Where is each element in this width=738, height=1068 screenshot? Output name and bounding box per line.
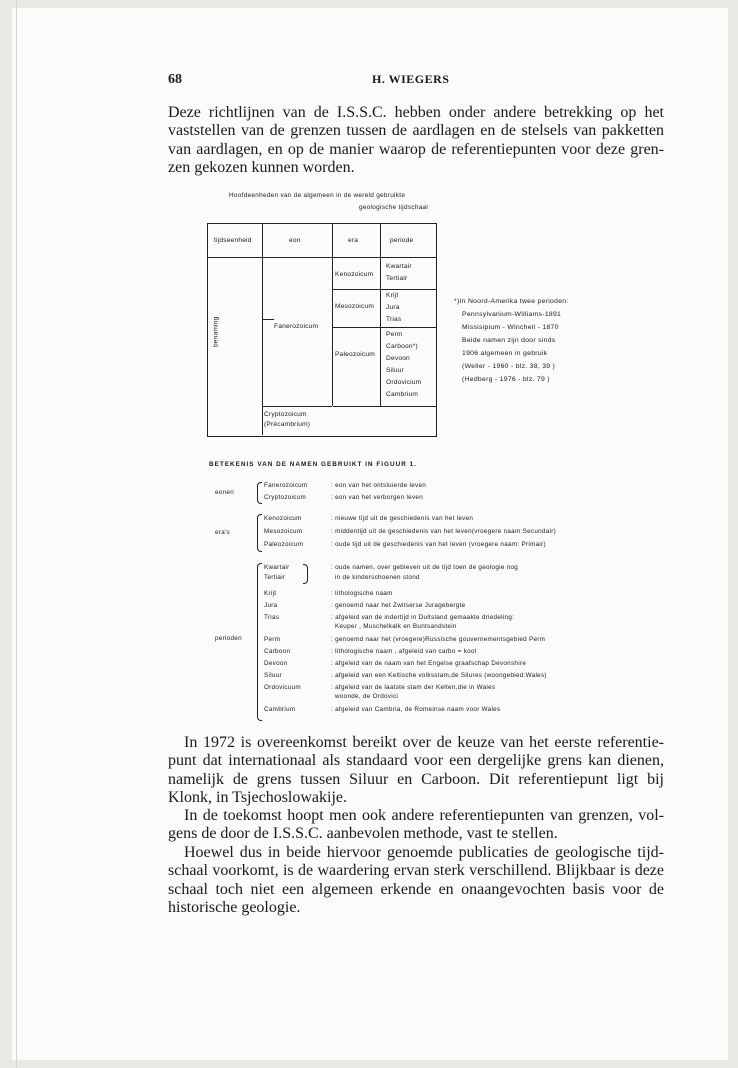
era-kenozoicum: Kenozoicum: [335, 271, 374, 278]
footnote-line: *)In Noord-Amerika twee perioden:: [454, 298, 569, 305]
legend-title: BETEKENIS VAN DE NAMEN GEBRUIKT IN FIGUUR 1.: [209, 461, 417, 468]
legend-term: Cryptozoicum: [264, 494, 307, 501]
period-jura: Jura: [386, 304, 400, 311]
legend-desc: in de kinderschoenen stond: [335, 574, 420, 581]
legend-desc: : afgeleid van Cambria, de Romeinse naam voor Wales: [331, 706, 501, 713]
table-rule: [332, 289, 436, 290]
time-scale-table: [207, 223, 437, 437]
text-line: van aardlagen, en op de manier waarop de referentiepunten voor deze gren-: [168, 140, 664, 158]
legend-desc: : afgeleid van een Keltische volksstam,de Silures (woongebied:Wales): [331, 672, 547, 679]
period-kwartair: Kwartair: [386, 263, 412, 270]
header-era: era: [348, 237, 359, 244]
period-siluur: Siluur: [386, 367, 405, 374]
legend-desc: : afgeleid van de naam van het Engelse graafschap Devonshire: [331, 660, 527, 667]
brace: [257, 482, 262, 504]
legend-desc: : eon van het verborgen leven: [331, 494, 424, 501]
figure-caption-line2: geologische tijdschaal: [359, 204, 429, 211]
table-rule: [208, 257, 436, 258]
text-line: namelijk de grens tussen Siluur en Carboon. Dit referentiepunt ligt bij: [168, 770, 664, 788]
legend-group-eras: era's: [215, 529, 230, 536]
legend-term: Fanerozoicum: [264, 482, 308, 489]
footnote-line: 1906 algemeen in gebruik: [462, 350, 548, 357]
legend-term: Jura: [264, 602, 278, 609]
legend-desc: : lithologische naam , afgeleid van carbo = kool: [331, 648, 477, 655]
legend-desc: : afgeleid van de indertijd in Duitsland gemaakte driedeling:: [331, 614, 515, 621]
text-line: historische geologie.: [168, 898, 301, 916]
text-line: In 1972 is overeenkomst bereikt over de keuze van het eerste referentie-: [184, 734, 664, 751]
legend-term: Carboon: [264, 648, 291, 655]
legend-desc: : afgeleid van de laatste stam der Kelten,die in Wales: [331, 684, 496, 691]
footnote-line: (Weller - 1960 - blz. 38, 39 ): [462, 363, 556, 370]
legend-desc: : oude namen, over gebleven uit de tijd toen de geologie nog: [331, 564, 519, 571]
period-cambrium: Cambrium: [386, 391, 419, 398]
legend-desc: : oude tijd uit de geschiedenis van het leven (vroegere naam: Primair): [331, 541, 546, 548]
legend-term: Devoon: [264, 660, 288, 667]
scan-edge: [16, 0, 17, 1068]
legend-desc: : nieuwe tijd uit de geschiedenis van het leven: [331, 515, 474, 522]
legend-term: Trias: [264, 614, 280, 621]
text-line: Deze richtlijnen van de I.S.S.C. hebben onder andere betrekking op het: [168, 104, 664, 121]
legend-desc: : lithologische naam: [331, 590, 393, 597]
intro-paragraph: [168, 104, 664, 177]
legend-term: Kwartair: [264, 564, 290, 571]
author-heading: H. WIEGERS: [372, 72, 450, 86]
page-number: 68: [168, 72, 182, 87]
figure-caption-line1: Hoofdeenheden van de algemeen in de wereld gebruikte: [229, 192, 406, 199]
legend-term: Kenozoicum: [264, 515, 302, 522]
legend-term: Perm: [264, 636, 281, 643]
period-perm: Perm: [386, 331, 403, 338]
text-line: schaal toch niet een algemeen erkende en onaangevochten basis voor de: [168, 880, 664, 898]
text-line: punt dat internationaal als standaard voor een dergelijke grens kan dienen,: [168, 752, 664, 770]
body-paragraph-2: [168, 807, 664, 844]
legend-term: Tertiair: [264, 574, 286, 581]
legend-desc: : eon van het ontsluierde leven: [331, 482, 427, 489]
footnote-line: (Hedberg - 1976 - blz. 79 ): [462, 376, 550, 383]
legend-desc: : genoemd naar het Zwitserse Juragebergte: [331, 602, 466, 609]
table-rule: [262, 224, 263, 435]
legend-desc: Keuper , Muschelkalk en Buntsandstein: [335, 623, 457, 630]
text-line: gens de door de I.S.S.C. aanbevolen methode, vast te stellen.: [168, 825, 558, 843]
legend-term: Paleozoicum: [264, 541, 304, 548]
brace: [257, 563, 262, 721]
table-rule: [262, 406, 436, 407]
legend-term: Krijt: [264, 590, 277, 597]
brace: [303, 564, 308, 584]
table-rule: [332, 327, 436, 328]
body-paragraph-1: [168, 734, 664, 807]
eon-cryptozoicum: Cryptozoicum: [264, 411, 307, 418]
eon-precambrium: (Prècambrium): [264, 421, 311, 428]
header-eon: eon: [289, 237, 301, 244]
text-line: schaal voorkomt, is de waardering ervan sterk verschillend. Blijkbaar is deze: [168, 862, 664, 880]
row-label-benaming: benaming: [212, 316, 220, 348]
brace: [257, 514, 262, 552]
legend-group-eonen: eonen: [215, 489, 235, 496]
text-line: zen gekozen kunnen worden.: [168, 158, 355, 176]
header-periode: periode: [390, 237, 414, 244]
body-paragraph-3: [168, 844, 664, 917]
footnote-line: Beide namen zijn door sinds: [462, 337, 556, 344]
period-krijt: Krijt: [386, 292, 399, 299]
table-rule: [380, 224, 381, 406]
legend-desc: : genoemd naar het (vroegere)Russische gouvernementsgebied Perm: [331, 636, 546, 643]
era-paleozoicum: Paleozoicum: [335, 351, 375, 358]
footnote: [454, 295, 569, 386]
text-line: Klonk, in Tsjechoslowakije.: [168, 788, 348, 806]
table-rule: [332, 224, 333, 435]
text-line: Hoewel dus in beide hiervoor genoemde publicaties de geologische tijd-: [184, 844, 664, 861]
period-devoon: Devoon: [386, 355, 410, 362]
header-tijdseenheid: tijdseenheid: [214, 237, 252, 244]
text-line: vaststellen van de grenzen tussen de aardlagen en de stelsels van pakketten: [168, 122, 664, 140]
legend-desc: woonde, de Ordovici: [335, 693, 399, 700]
legend-group-perioden: perioden: [215, 635, 242, 642]
legend-term: Ordovicuum: [264, 684, 301, 691]
eon-fanerozoicum: Fanerozoicum: [274, 323, 319, 330]
era-mesozoicum: Mesozoicum: [335, 303, 375, 310]
period-ordovicium: Ordovicium: [386, 379, 422, 386]
period-carboon: Carboon*): [386, 343, 418, 350]
legend-term: Siluur: [264, 672, 282, 679]
footnote-line: Missisipium - Winchell - 1870: [462, 324, 559, 331]
legend-term: Mesozoicum: [264, 528, 303, 535]
footnote-line: Pennsylvanium-Williams-1891: [462, 311, 562, 318]
legend-term: Cambrium: [264, 706, 296, 713]
period-tertiair: Tertiair: [386, 275, 408, 282]
text-line: In de toekomst hoopt men ook andere referentiepunten van grenzen, vol-: [184, 807, 664, 824]
legend-desc: : middentijd uit de geschiedenis van het leven(vroegere naam:Secundair): [331, 528, 557, 535]
period-trias: Trias: [386, 316, 402, 323]
